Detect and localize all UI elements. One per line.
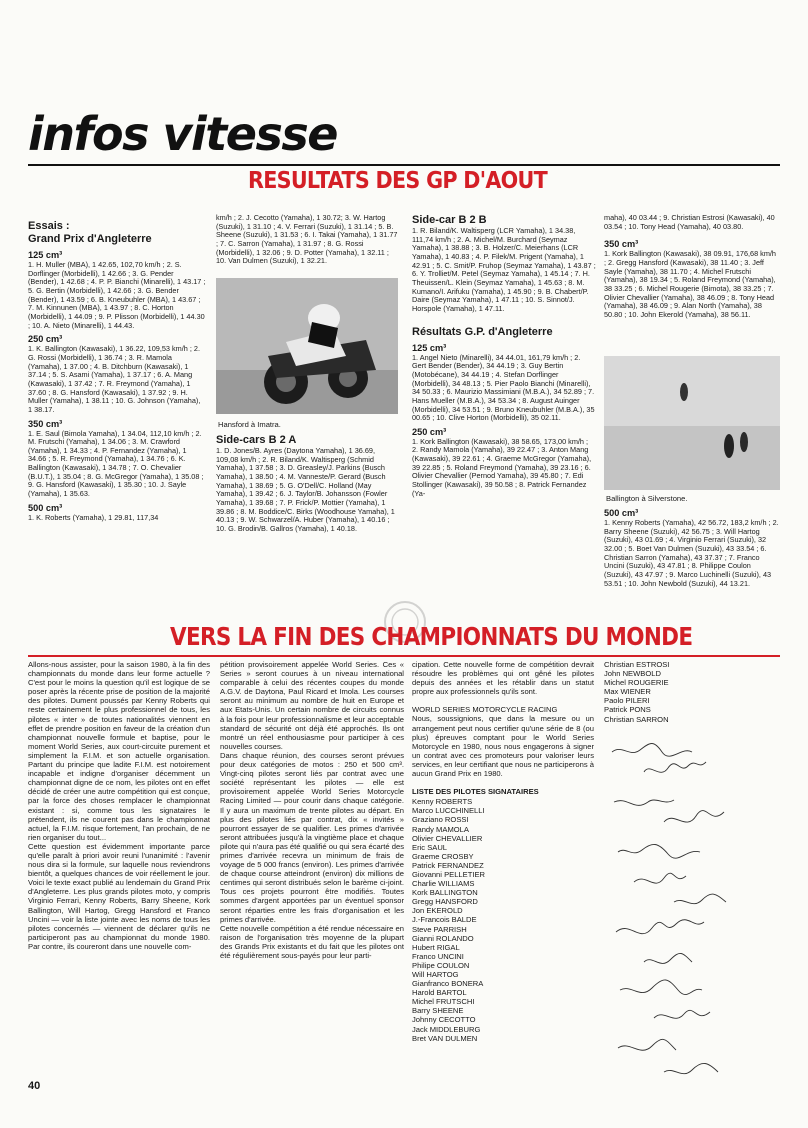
photo-caption-hansford: Hansford à Imatra.: [218, 420, 281, 429]
pilot-name: Randy MAMOLA: [412, 824, 469, 834]
photo-ballington: [604, 356, 780, 490]
pilot-name: Gregg HANSFORD: [412, 897, 478, 907]
race-250-heading: 250 cm³: [412, 426, 447, 437]
pilot-name: Patrick PONS: [604, 705, 651, 715]
article-paragraph: Dans chaque réunion, des courses seront prévues pour deux catégories de motos : 250 et 500 cm³. Vingt-cinq pilotes seront liés par contrat avec une société représentant les pilotes — elle est provisoirement appelée World Series Motorcycle Racing Limited — pour courir dans chaque catégorie. Il y aura un maximum de trente pilotes au départ. En plus des pilotes liés par contrat, dix « invités » pourront essayer de se qualifier. Les primes d'arrivée seront attribuées jusqu'à la vingtième place et chaque pilote qui n'aura pas été qualifié ou qui sera écarté des primes d'arrivée recevra un minimum de frais de voyage de 5 000 francs (environ). Les primes d'arrivée de chaque course atteindront (environ) dix millions de centimes qui seront distribués selon le barème ci-joint. Tous ces projets pourront être modifiés. Toutes sommes d'argent apportées par un éventuel sponsor seront réparties entre les frais d'organisation et les primes d'arrivée.: [220, 750, 404, 924]
article-rule: [28, 655, 780, 657]
race-125-heading: 125 cm³: [412, 342, 447, 353]
pilot-name: Patrick FERNANDEZ: [412, 860, 484, 870]
race-350-heading: 350 cm³: [604, 239, 639, 250]
article-paragraph: pétition provisoirement appelée World Series. Ces « Series » seront courues à un niveau international comparable à celui des récentes coupes du monde A.G.V. de Daytona, Paul Ricard et Imola. Les courses seront au minimum au nombre de huit en Europe et aux Etats-Unis. Un certain nombre de circuits connus à la fois pour leur professionnalisme et leur acceptable standard de sécurité ont déjà été approchés. Ils ont montré un réel enthousiasme pour participer à ces nouvelles courses.: [220, 660, 404, 751]
pilot-name: Charlie WILLIAMS: [412, 879, 475, 889]
class-350-heading: 350 cm³: [28, 418, 63, 429]
pilot-name: Michel ROUGERIE: [604, 678, 669, 688]
sidecar-b2a-heading: Side-cars B 2 A: [216, 434, 297, 446]
sidecar-b2a-block: [216, 432, 398, 614]
results-125: 1. H. Muller (MBA), 1 42.65, 102,70 km/h ; 2. S. Dorflinger (Morbidelli), 1 42.66 ; 3. G. Pender (Bender), 1 42.68 ; 4. P. P. Bianchi (Minarelli), 1 43.17 ; 5. G. Bertin (Morbidelli), 1 42.66 ; 3. G. Bender (Bender), 1 43.59 ; 6. B. Kneubuhler (MBA), 1 43.67 ; 7. M. Kinnunen (MBA), 1 43.97 ; 8. C. Horton (Morbidelli), 1 44.09 ; 9. P. Plisson (Morbidelli), 1 44.30 ; 10. A. Nieto (Minarelli), 1 44.43.: [28, 260, 206, 330]
pilot-name: Gianni ROLANDO: [412, 933, 474, 943]
pilot-name: Gianfranco BONERA: [412, 979, 484, 989]
practice-heading: Essais :: [28, 220, 70, 232]
results-500: 1. K. Roberts (Yamaha), 1 29.81, 117,34: [28, 512, 159, 522]
pilot-name: Paolo PILERI: [604, 696, 650, 706]
sidecar-b2a-results: 1. D. Jones/B. Ayres (Daytona Yamaha), 1 36.69, 109,08 km/h ; 2. R. Biland/K. Waltisperg (Schmid Yamaha), 1 37.58 ; 3. D. Greasley/J. Parkins (Busch Yamaha), 1 38.50 ; 4. M. Vanneste/P. Gerard (Busch Yamaha), 1 38.69 ; 5. G. O'Dell/C. Holland (May Yamaha), 1 39.42 ; 6. J. Taylor/B. Johansson (Fowler Yamaha), 1 39.68 ; 7. P. Frick/P. Mottier (Yamaha), 1 39.86 ; 8. M. Boddice/C. Birks (Woodhouse Yamaha), 1 40.13 ; 9. W. Schwarzel/A. Huber (Yamaha), 1 40.16 ; 10. G. Brodin/B. Gallros (Yamaha), 1 40.18.: [216, 446, 395, 533]
sidecar-b2b-heading: Side-car B 2 B: [412, 214, 487, 226]
page-number: 40: [28, 1080, 41, 1092]
race-500-block: [604, 506, 780, 616]
pilot-name: Giovanni PELLETIER: [412, 869, 486, 879]
article-column-3: [412, 660, 594, 1090]
pilot-name: Michel FRUTSCHI: [412, 997, 475, 1007]
signatures-image: [604, 722, 780, 1090]
pilot-name: Steve PARRISH: [412, 924, 467, 934]
pilot-name: John NEWBOLD: [604, 669, 661, 679]
pilot-list-heading: LISTE DES PILOTES SIGNATAIRES: [412, 787, 539, 797]
top-rule: [28, 164, 780, 166]
class-500-heading: 500 cm³: [28, 502, 63, 513]
pilot-name: Christian SARRON: [604, 714, 669, 724]
pilot-name: Johnny CECOTTO: [412, 1015, 476, 1025]
pilot-name: J.-Francois BALDE: [412, 915, 477, 925]
pilot-name: Philipe COULON: [412, 960, 470, 970]
pilot-name: Bret VAN DULMEN: [412, 1033, 478, 1043]
photo-caption-ballington: Ballington à Silverstone.: [606, 494, 688, 503]
section-rubric: infos vitesse: [28, 107, 337, 161]
class-125-heading: 125 cm³: [28, 250, 63, 260]
pilot-name: Marco LUCCHINELLI: [412, 806, 485, 816]
race-350-results: 1. Kork Ballington (Kawasaki), 38 09.91, 176,68 km/h ; 2. Gregg Hansford (Kawasaki), 38 11.40 ; 3. Jeff Sayle (Yamaha), 38 11.70 ; 4. Michel Frutschi (Yamaha), 38 19.34 ; 5. Roland Freymond (Yamaha), 38 33.25 ; 6. Michel Rougerie (Bimota), 38 33.25 ; 7. Olivier Chevallier (Yamaha), 38 46.09 ; 8. Tony Head (Yamaha), 38 46.09 ; 9. Alan North (Yamaha), 38 50.80 ; 10. John Ekerold (Yamaha), 38 56.11.: [604, 249, 776, 319]
article-column-1: [28, 660, 210, 1090]
pilot-name: Kork BALLINGTON: [412, 888, 478, 898]
results-column-1: [28, 214, 206, 614]
article-paragraph: Allons-nous assister, pour la saison 1980, à la fin des championnats du monde dans leur forme actuelle ? C'est pour le moins la question qu'il est logique de se poser après la récente prise de position de la majorité des pilotes. Dument poussés par Kenny Roberts qui reste certainement le plus professionnel de tous, les pilotes « inter » de toutes nationalités viennent en effet de prendre position en faveur de la création d'un championnat nouvelle formule et baptise, pour le moment World Series, aux court-circuite purement et simplement la F.I.M. et son actuelle organisation. Partant du principe que ladite F.I.M. est notoirement incapable et indigne d'organiser décemment un championnat digne de ce nom, les pilotes ont en effet décidé de créer une autre compétition qui est conçue, par la force des choses remplacer le championnat existant : si, comme tous les signataires le prétendent, ils ne courent pas dans le championnat actuel, la F.I.M. risque fortement, l'an prochain, de ne rien organiser du tout...: [28, 660, 210, 842]
race-500-heading: 500 cm³: [604, 508, 639, 518]
photo-hansford: [216, 278, 398, 414]
declaration-heading: WORLD SERIES MOTORCYCLE RACING: [412, 705, 558, 715]
declaration-text: Nous, soussignions, que dans la mesure ou un arrangement peut nous certifier qu'une série de 8 (ou plus) épreuves comptant pour le World Series Motorcycle en 1980, nous nous engagerons à signer un contrat avec ces promoteurs pour valoriser leurs services, en leur certifiant que nous ne participerons à aucun Grand Prix en 1980.: [412, 714, 594, 779]
pilot-name: Jack MIDDLEBURG: [412, 1024, 481, 1034]
pilot-name: Hubert RIGAL: [412, 942, 460, 952]
article-title: VERS LA FIN DES CHAMPIONNATS DU MONDE: [170, 622, 693, 651]
race-125-results: 1. Angel Nieto (Minarelli), 34 44.01, 161,79 km/h ; 2. Gert Bender (Bender), 34 44.19 ; 3. Guy Bertin (Motobécane), 34 44.19 ; 4. Stefan Dorflinger (Morbidelli), 34 48.13 ; 5. Pier Paolo Bianchi (Minarelli), 34 50.33 ; 6. Maurizio Massimiani (M.B.A.), 34 52.89 ; 7. Hans Mueller (M.B.A.), 34 53.34 ; 8. August Auinger (Morbidelli), 34 53.51 ; 9. Bruno Kneubuhler (M.B.A.), 35 00.65 ; 10. Clive Horton (Morbidelli), 35 02.11.: [412, 352, 595, 423]
race-500-results: 1. Kenny Roberts (Yamaha), 42 56.72, 183,2 km/h ; 2. Barry Sheene (Suzuki), 42 56.75 ; 3. Will Hartog (Suzuki), 43 01.69 ; 4. Virginio Ferrari (Suzuki), 32 32.00 ; 5. Boet Van Dulmen (Suzuki), 43 33.54 ; 6. Christian Sarron (Yamaha), 43 37.37 ; 7. Franco Uncini (Suzuki), 43 47.81 ; 8. Philippe Coulon (Suzuki), 43 47.97 ; 9. Marco Luchinelli (Suzuki), 43 53.51 ; 10. John Newbold (Suzuki), 44 13.21.: [604, 518, 779, 588]
pilot-name: Graeme CROSBY: [412, 851, 474, 861]
results-250: 1. K. Ballington (Kawasaki), 1 36.22, 109,53 km/h ; 2. G. Rossi (Morbidelli), 1 36.74 ; 3. R. Mamola (Yamaha), 1 37.00 ; 4. B. Ditchburn (Kawasaki), 1 37.14 ; 5. S. Asami (Yamaha), 1 37.17 ; 6. A. Mang (Kawasaki), 1 37.42 ; 7. R. Freymond (Yamaha), 1 37.60 ; 8. G. Hansford (Kawasaki), 1 37.92 ; 9. H. Muller (Yamaha), 1 38.11 ; 10. G. Johnson (Yamaha), 1 38.17.: [28, 344, 201, 414]
results-title: RESULTATS DES GP D'AOUT: [248, 168, 548, 194]
class-250-heading: 250 cm³: [28, 334, 63, 345]
pilot-name: Kenny ROBERTS: [412, 797, 473, 807]
gp-heading: Grand Prix d'Angleterre: [28, 233, 152, 245]
sidecar-b2b-results: 1. R. Biland/K. Waltisperg (LCR Yamaha), 1 34.38, 111,74 km/h ; 2. A. Michel/M. Burchard (Seymaz Yamaha), 1 38.88 ; 3. B. Holzer/C. Meierhans (LCR Yamaha), 1 40.83 ; 4. P. Filek/M. Prigent (Yamaha), 1 42.91 ; 5. C. Smit/P. Fruhop (Seymaz Yamaha), 1 43.87 ; 6. Y. Trolliet/M. Petel (Seymaz Yamaha), 1 45.14 ; 7. H. Theuissen/L. Klein (Seymaz Yamaha), 1 45.63 ; 8. M. Kumano/I. Arifuku (Yamaha), 1 45.90 ; 9. B. Chabert/P. Daire (Seymaz Yamaha), 1 47.11 ; 10. S. Sinnot/J. Horspole (Yamaha), 1 47.11.: [412, 226, 596, 313]
pilot-list-continued: [604, 660, 780, 724]
race-250-results: 1. Kork Ballington (Kawasaki), 38 58.65, 173,00 km/h ; 2. Randy Mamola (Yamaha), 39 22.47 ; 3. Anton Mang (Kawasaki), 39 22.61 ; 4. Graeme McGregor (Yamaha), 39 22.85 ; 5. Roland Freymond (Yamaha), 39 23.16 ; 6. Olivier Chevallier (Pernod Yamaha), 39 45.80 ; 7. Edi Stollinger (Kawasaki), 39 50.58 ; 8. Patrick Fernandez (Ya-: [412, 436, 592, 498]
race-250-continued: maha), 40 03.44 ; 9. Christian Estrosi (Kawasaki), 40 03.54 ; 10. Tony Head (Yamaha), 40 03.80.: [604, 214, 775, 231]
results-column-3: [412, 214, 596, 614]
pilot-name: Franco UNCINI: [412, 951, 464, 961]
pilot-name: Barry SHEENE: [412, 1006, 464, 1016]
pilot-name: Will HARTOG: [412, 970, 459, 979]
article-paragraph: Cette nouvelle compétition a été rendue nécessaire en raison de l'organisation très moyenne de la plupart des Grands Prix existants et du fait que les pilotes ont été régulièrement sous-payés pour leur parti-: [220, 923, 404, 960]
race-results-heading: Résultats G.P. d'Angleterre: [412, 325, 553, 338]
results-350: 1. E. Saul (Bimola Yamaha), 1 34.04, 112,10 km/h ; 2. M. Frutschi (Yamaha), 1 34.06 ; 3. M. Crawford (Yamaha), 1 34.33 ; 4. P. Fernandez (Yamaha), 1 34.66 ; 5. R. Freymond (Yamaha), 1 34.76 ; 6. K. Ballington (Kawasaki), 1 34.78 ; 7. O. Chevalier (B.U.T.), 1 35.04 ; 8. G. McGregor (Yamaha), 1 35.08 ; 9. G. Hansford (Kawasaki), 1 35.30 ; 10. J. Sayle (Yamaha), 1 35.63.: [28, 428, 204, 499]
pilot-name: Jon EKEROLD: [412, 906, 463, 916]
pilot-name: Christian ESTROSI: [604, 660, 670, 669]
pilot-name: Eric SAUL: [412, 842, 448, 852]
pilot-name: Graziano ROSSI: [412, 815, 469, 825]
pilot-name: Olivier CHEVALLIER: [412, 833, 483, 843]
pilot-name: Max WIENER: [604, 687, 651, 697]
article-paragraph: cipation. Cette nouvelle forme de compétition devrait résoudre les problèmes qui ont gêné les pilotes depuis des années et les rétablir dans un statut propre aux professionnels qu'ils sont.: [412, 660, 594, 697]
pilot-name: Harold BARTOL: [412, 988, 467, 998]
article-paragraph: Cette question est évidemment importante parce qu'elle paraît à priori avoir reuni l'unanimité : l'avenir nous dira si la formule, sur laquelle nous reviendrons bientôt, a quelques chances de voir réellement le jour. Voici le texte exact publié au lendemain du Grand Prix d'Angleterre. Les plus grands pilotes moto, y compris Virginio Ferrari, Kenny Roberts, Barry Sheene, Kork Ballington, Will Hartog, Gregg Hansford et Franco Uncini — voir la liste jointe avec les noms de tous les pilotes concernés — viennent de déclarer qu'ils ne participeront pas au championnat du monde 1980. Par contre, ils coureront dans une nouvelle com-: [28, 841, 210, 951]
article-column-2: [220, 660, 404, 1090]
pilot-list: [412, 797, 594, 1043]
results-500-continued: km/h ; 2. J. Cecotto (Yamaha), 1 30.72; 3. W. Hartog (Suzuki), 1 31.10 ; 4. V. Ferrari (Suzuki), 1 31.14 ; 5. B. Sheene (Suzuki), 1 31.53 ; 6. I. Takai (Yamaha), 1 31.77 ; 7. C. Sarron (Yamaha), 1 31.97 ; 8. G. Rossi (Morbidelli), 1 32.06 ; 9. D. Potter (Yamaha), 1 32.11 ; 10. Van Dulmen (Suzuki), 1 32.21.: [216, 214, 398, 266]
